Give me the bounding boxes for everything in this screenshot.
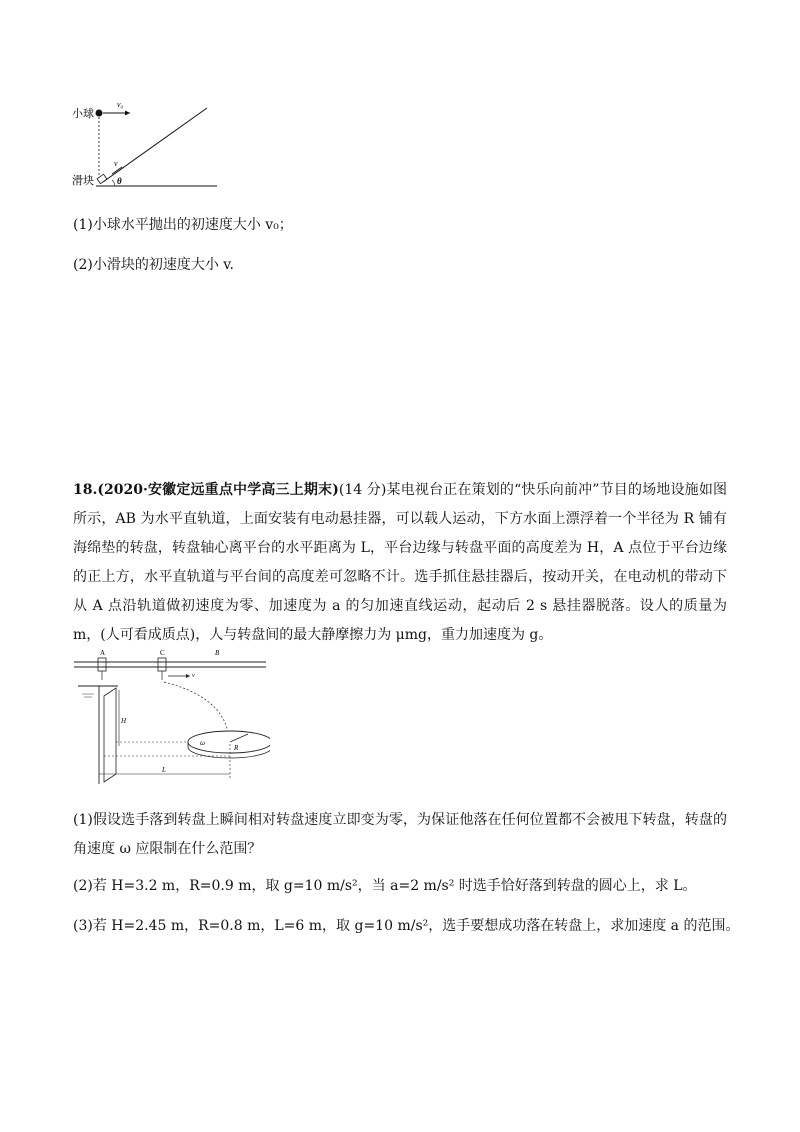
trajectory: [164, 682, 228, 732]
turntable-figure: [70, 646, 270, 786]
slider-block: [97, 174, 107, 184]
velocity-arrowhead: [186, 674, 190, 678]
label-v: v: [192, 673, 195, 679]
question-number: 18.: [73, 482, 98, 498]
theta-arc: [112, 180, 115, 186]
platform-wall: [104, 688, 116, 782]
label-A: A: [100, 649, 106, 657]
label-H: H: [121, 717, 127, 725]
question-stem-text: (14 分)某电视台正在策划的“快乐向前冲”节目的场地设施如图所示，AB 为水平直轨道，上面安装有电动悬挂器，可以载人运动，下方水面上漂浮着一个半径为 R 铺有海绵垫的转盘，转盘轴心离平台的水平距离为 L，平台边缘与转盘平面的高度差为 H，A 点位于平台边缘的正上方，水平直轨道与平台间的高度差可忽略不计。选手抓住悬挂器后，按动开关，在电动机的带动下从 A 点沿轨道做初速度为零、加速度为 a 的匀加速直线运动，起动后 2 s 悬挂器脱落。设人的质量为 m，(人可看成质点)，人与转盘间的最大静摩擦力为 μmg，重力加速度为 g。: [73, 482, 727, 643]
q18-part2: (2)若 H=3.2 m，R=0.9 m，取 g=10 m/s²，当 a=2 m/s² 时选手恰好落到转盘的圆心上，求 L。: [73, 878, 697, 894]
slider-label: 滑块: [72, 175, 94, 187]
v-label: v: [114, 159, 118, 168]
label-omega: ω: [200, 739, 205, 747]
label-B: B: [215, 649, 220, 657]
v0-label: v₀: [117, 100, 124, 109]
v0-arrowhead: [125, 111, 130, 116]
q18-part1: (1)假设选手落到转盘上瞬间相对转盘速度立即变为零，为保证他落在任何位置都不会被甩下转盘，转盘的角速度 ω 应限制在什么范围？: [73, 812, 727, 857]
theta-label: θ: [117, 176, 122, 186]
question-source: (2020·安徽定远重点中学高三上期末): [97, 482, 339, 498]
v-arrow: [112, 167, 122, 174]
q17-part1: (1)小球水平抛出的初速度大小 v₀；: [73, 217, 293, 233]
q18-part3: (3)若 H=2.45 m，R=0.8 m，L=6 m，取 g=10 m/s²，选手要想成功落在转盘上，求加速度 a 的范围。: [73, 918, 740, 934]
label-R: R: [234, 744, 239, 752]
incline-line: [103, 108, 207, 182]
hanger-C: [158, 658, 166, 671]
q18-stem: [73, 476, 727, 650]
label-L: L: [162, 766, 166, 774]
q17-part2: (2)小滑块的初速度大小 v.: [73, 257, 234, 273]
hanger-A: [98, 658, 106, 671]
ball-dot: [96, 110, 103, 117]
ball-label: 小球: [72, 108, 94, 120]
incline-projectile-figure: [70, 96, 230, 192]
label-C: C: [160, 649, 165, 657]
